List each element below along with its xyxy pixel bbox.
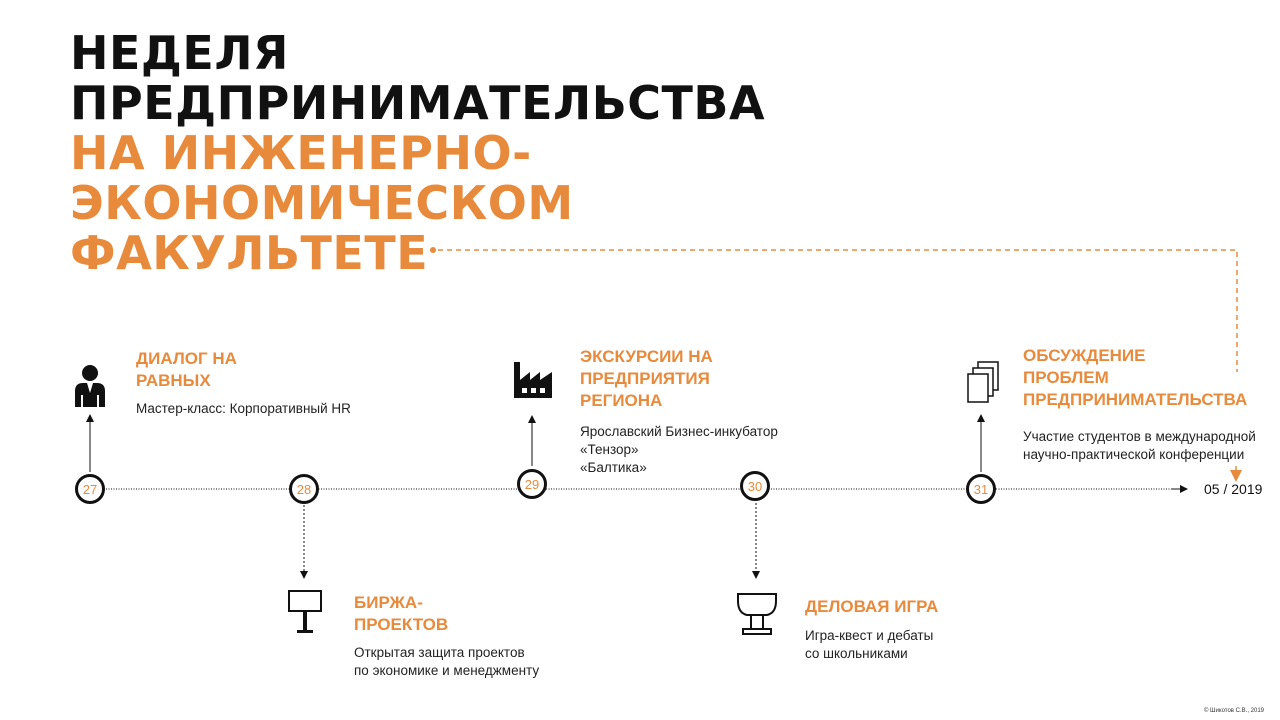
event-28-description	[354, 644, 539, 680]
timeline-node-31: 31	[966, 474, 996, 504]
podium-icon	[735, 591, 779, 637]
timeline-node-29: 29	[517, 469, 547, 499]
event-31-description	[1023, 428, 1256, 464]
documents-icon	[966, 360, 1000, 406]
event-27-text-line: Мастер-класс: Корпоративный HR	[136, 401, 351, 416]
timeline-node-28: 28	[289, 474, 319, 504]
event-29-description	[580, 423, 778, 477]
copyright-note: © Шикотов С.В., 2019	[1203, 708, 1264, 714]
event-30-title-line: ДЕЛОВАЯ ИГРА	[805, 597, 939, 616]
person-tie-icon	[73, 363, 107, 407]
title-line-4: ЭКОНОМИЧЕСКОМ	[70, 176, 574, 230]
event-27-title-line: ДИАЛОГ НА	[136, 349, 237, 368]
event-31-title-line: ПРОБЛЕМ	[1023, 368, 1109, 387]
event-29-text-line: «Балтика»	[580, 460, 647, 475]
title-line-2: ПРЕДПРИНИМАТЕЛЬСТВА	[70, 76, 766, 130]
event-29-text-line: Ярославский Бизнес-инкубатор	[580, 424, 778, 439]
event-29-title-line: ПРЕДПРИЯТИЯ	[580, 369, 710, 388]
event-28-title-line: БИРЖА-	[354, 593, 423, 612]
event-29-text-line: «Тензор»	[580, 442, 639, 457]
presentation-board-icon	[287, 589, 323, 635]
event-29-title-line: ЭКСКУРСИИ НА	[580, 347, 713, 366]
factory-icon	[512, 358, 554, 400]
event-28-title	[354, 592, 448, 636]
event-30-description	[805, 627, 933, 663]
title-line-5: ФАКУЛЬТЕТЕ	[70, 226, 429, 280]
event-28-text-line: Открытая защита проектов	[354, 645, 525, 660]
title-line-1: НЕДЕЛЯ	[70, 26, 289, 80]
timeline-end-date: 05 / 2019	[1204, 481, 1263, 497]
event-31-text-line: научно-практической конференции	[1023, 447, 1245, 462]
timeline-node-27: 27	[75, 474, 105, 504]
event-27-title-line: РАВНЫХ	[136, 371, 211, 390]
connector-dot	[430, 247, 436, 253]
event-30-title	[805, 596, 938, 618]
event-30-text-line: Игра-квест и дебаты	[805, 628, 934, 643]
event-27-description	[136, 400, 351, 418]
event-29-title-line: РЕГИОНА	[580, 391, 663, 410]
event-31-text-line: Участие студентов в международной	[1023, 429, 1256, 444]
title-line-3: НА ИНЖЕНЕРНО-	[70, 126, 532, 180]
event-31-title-line: ОБСУЖДЕНИЕ	[1023, 346, 1146, 365]
event-30-text-line: со школьниками	[805, 646, 908, 661]
event-31-title	[1023, 345, 1247, 411]
event-29-title	[580, 346, 713, 412]
event-28-text-line: по экономике и менеджменту	[354, 663, 540, 678]
event-27-title	[136, 348, 237, 392]
timeline-node-30: 30	[740, 471, 770, 501]
event-28-title-line: ПРОЕКТОВ	[354, 615, 449, 634]
event-31-title-line: ПРЕДПРИНИМАТЕЛЬСТВА	[1023, 390, 1248, 409]
